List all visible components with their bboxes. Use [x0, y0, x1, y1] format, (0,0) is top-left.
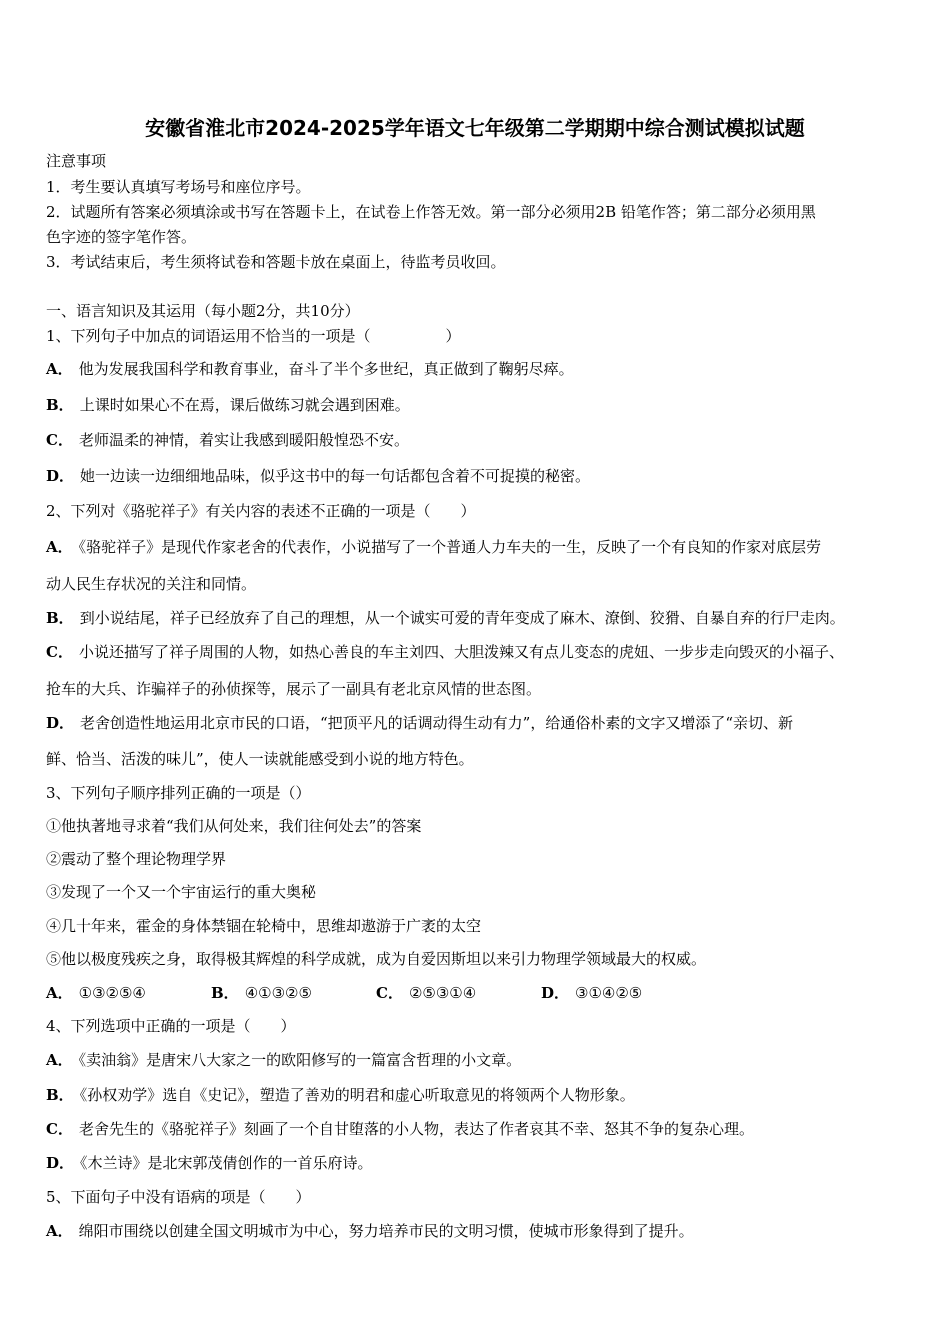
option-row: [46, 466, 590, 486]
option-row: [46, 713, 793, 733]
sentence-item: ②震动了整个理论物理学界: [46, 850, 227, 868]
option-choice: [376, 983, 541, 1003]
sentence-item: ⑤他以极度残疾之身，取得极其辉煌的科学成就，成为自爱因斯坦以来引力物理学领域最大的权威。: [46, 950, 707, 968]
option-label: B．: [46, 609, 74, 627]
option-continuation: 鲜、恰当、活泼的味儿”，使人一读就能感受到小说的地方特色。: [46, 750, 474, 768]
option-row: [46, 642, 844, 662]
section-heading: 一、语言知识及其运用（每小题2分，共10分）: [46, 302, 360, 320]
option-text: 《骆驼祥子》是现代作家老舍的代表作，小说描写了一个普通人力车夫的一生，反映了一个有良知的作家对底层劳: [78, 538, 822, 556]
option-text: ①③②⑤④: [78, 984, 146, 1002]
option-choice: [211, 983, 376, 1003]
option-row: [46, 1085, 635, 1105]
option-row: [46, 1119, 754, 1139]
option-text: ②⑤③①④: [408, 984, 477, 1002]
option-text: 老师温柔的神情，着实让我感到暖阳般惶恐不安。: [78, 431, 409, 449]
question-stem: 3、下列句子顺序排列正确的一项是（）: [46, 784, 311, 802]
option-row: [46, 1050, 521, 1070]
option-text: 《木兰诗》是北宋郭茂倩创作的一首乐府诗。: [80, 1154, 373, 1172]
option-continuation: 动人民生存状况的关注和同情。: [46, 575, 257, 593]
option-label: B．: [46, 1086, 74, 1104]
option-label: A．: [46, 538, 73, 556]
option-label: D．: [541, 984, 570, 1002]
option-label: A．: [46, 984, 73, 1002]
option-row: [46, 359, 574, 379]
option-label: D．: [46, 1154, 75, 1172]
option-text: 小说还描写了祥子周围的人物，如热心善良的车主刘四、大胆泼辣又有点儿变态的虎妞、一步步走向毁灭的小福子、: [78, 643, 844, 661]
notice-item: 1．考生要认真填写考场号和座位序号。: [46, 178, 311, 196]
option-label: C．: [376, 984, 403, 1002]
option-label: B．: [46, 396, 74, 414]
sentence-item: ④几十年来，霍金的身体禁锢在轮椅中，思维却遨游于广袤的太空: [46, 917, 482, 935]
option-text: 《孙权劝学》选自《史记》，塑造了善劝的明君和虚心听取意见的将领两个人物形象。: [79, 1086, 635, 1104]
option-label: A．: [46, 1222, 73, 1240]
option-label: C．: [46, 431, 73, 449]
option-text: 《卖油翁》是唐宋八大家之一的欧阳修写的一篇富含哲理的小文章。: [78, 1051, 522, 1069]
question-stem: 2、下列对《骆驼祥子》有关内容的表述不正确的一项是（ ）: [46, 502, 476, 520]
option-label: D．: [46, 714, 75, 732]
option-row: [46, 395, 410, 415]
sentence-item: ①他执著地寻求着“我们从何处来，我们往何处去”的答案: [46, 817, 422, 835]
option-row: [46, 430, 409, 450]
option-row: [46, 983, 706, 1003]
option-text: 他为发展我国科学和教育事业，奋斗了半个多世纪，真正做到了鞠躬尽瘁。: [78, 360, 574, 378]
option-text: 老舍创造性地运用北京市民的口语，“把顶平凡的话调动得生动有力”，给通俗朴素的文字又增添了“亲切、新: [80, 714, 794, 732]
option-label: A．: [46, 360, 73, 378]
option-choice: [46, 983, 211, 1003]
question-stem: 1、下列句子中加点的词语运用不恰当的一项是（ ）: [46, 327, 461, 345]
question-stem: 4、下列选项中正确的一项是（ ）: [46, 1017, 296, 1035]
option-label: A．: [46, 1051, 73, 1069]
page-title: 安徽省淮北市2024-2025学年语文七年级第二学期期中综合测试模拟试题: [145, 116, 805, 140]
notice-heading: 注意事项: [46, 152, 107, 170]
option-text: ④①③②⑤: [244, 984, 312, 1002]
option-label: D．: [46, 467, 75, 485]
option-row: [46, 1221, 694, 1241]
sentence-item: ③发现了一个又一个宇宙运行的重大奥秘: [46, 883, 317, 901]
option-text: ③①④②⑤: [575, 984, 643, 1002]
option-label: C．: [46, 1120, 73, 1138]
option-row: [46, 1153, 373, 1173]
option-continuation: 抢车的大兵、诈骗祥子的孙侦探等，展示了一副具有老北京风情的世态图。: [46, 680, 542, 698]
option-label: B．: [211, 984, 239, 1002]
question-stem: 5、下面句子中没有语病的项是（ ）: [46, 1188, 311, 1206]
option-text: 老舍先生的《骆驼祥子》刻画了一个自甘堕落的小人物，表达了作者哀其不幸、怒其不争的复杂心理。: [78, 1120, 754, 1138]
option-row: [46, 537, 821, 557]
option-choice: [541, 983, 706, 1003]
option-text: 她一边读一边细细地品味，似乎这书中的每一句话都包含着不可捉摸的秘密。: [80, 467, 591, 485]
option-text: 上课时如果心不在焉，课后做练习就会遇到困难。: [79, 396, 410, 414]
option-label: C．: [46, 643, 73, 661]
option-text: 绵阳市围绕以创建全国文明城市为中心，努力培养市民的文明习惯，使城市形象得到了提升。: [78, 1222, 694, 1240]
notice-item: 2．试题所有答案必须填涂或书写在答题卡上，在试卷上作答无效。第一部分必须用2B 铅笔作答；第二部分必须用黑: [46, 203, 816, 221]
option-text: 到小说结尾，祥子已经放弃了自己的理想，从一个诚实可爱的青年变成了麻木、潦倒、狡猾、自暴自弃的行尸走肉。: [79, 609, 845, 627]
option-row: [46, 608, 845, 628]
notice-item: 色字迹的签字笔作答。: [46, 228, 197, 246]
notice-item: 3．考试结束后，考生须将试卷和答题卡放在桌面上，待监考员收回。: [46, 253, 506, 271]
